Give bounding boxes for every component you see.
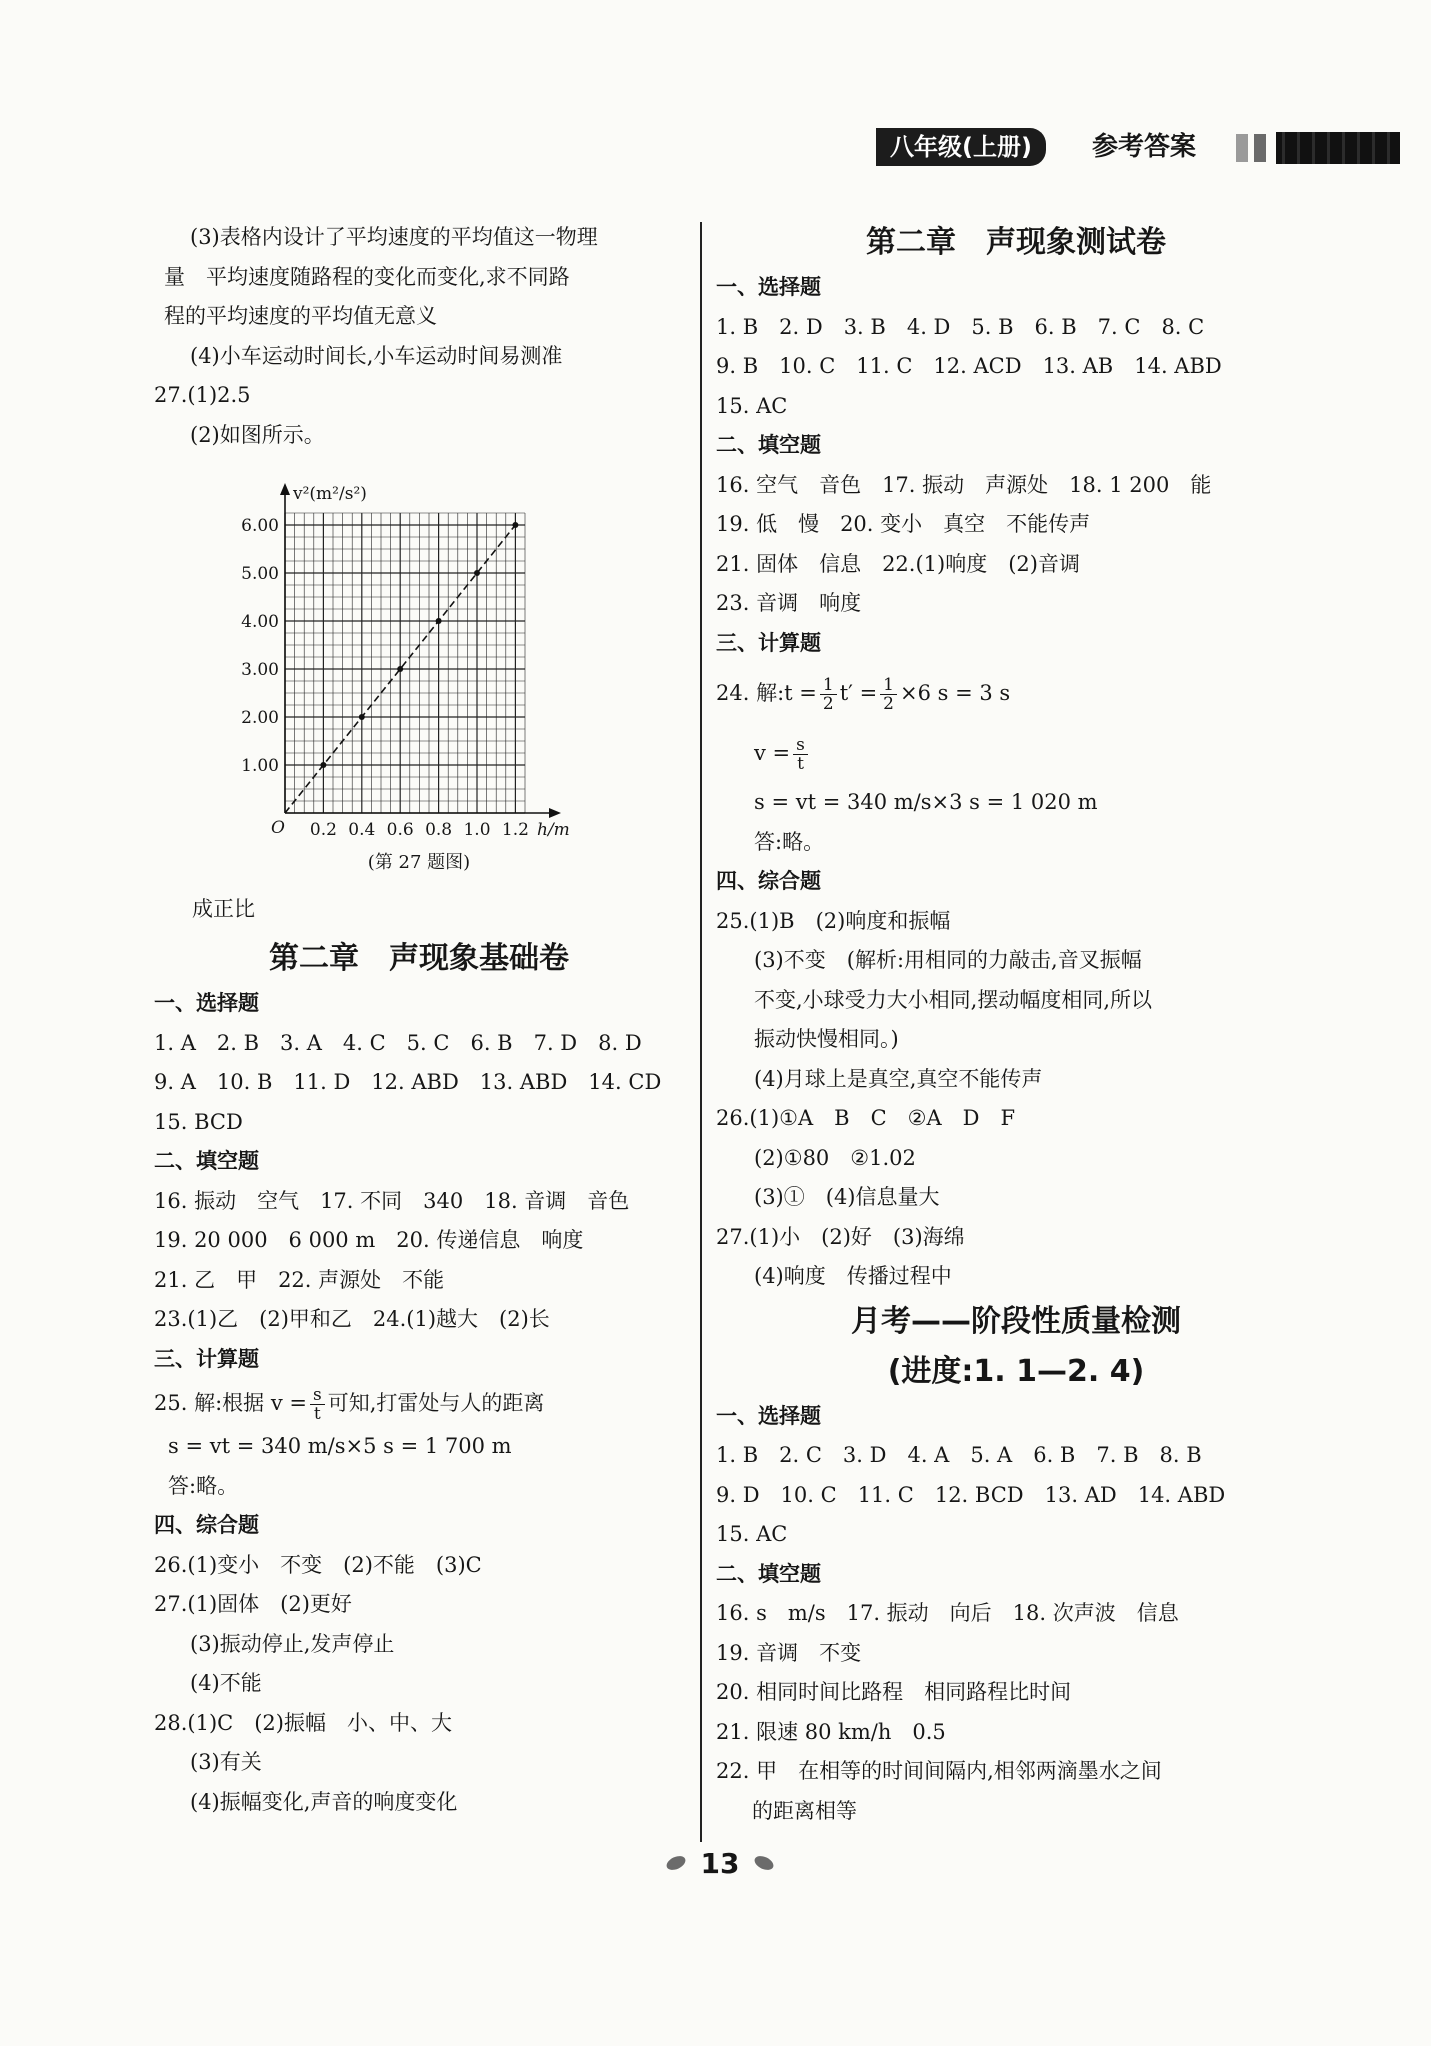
page-header: [0, 128, 1431, 168]
subsection-heading: 三、计算题: [154, 1346, 259, 1371]
denominator: t: [797, 754, 804, 774]
answer-line: 21. 乙 甲 22. 声源处 不能: [154, 1267, 445, 1292]
column-divider: [700, 222, 702, 1842]
numerator: 1: [820, 676, 837, 695]
answer-line: (4)不能: [190, 1671, 262, 1695]
subsection-heading: 四、综合题: [716, 869, 821, 893]
y-axis-arrow: [280, 483, 290, 495]
section-title: 月考——阶段性质量检测: [851, 1303, 1181, 1339]
origin-label: O: [271, 818, 285, 838]
text-line: (4)小车运动时间长,小车运动时间易测准: [190, 343, 563, 368]
answer-line: 15. AC: [716, 1522, 788, 1546]
answer-line: (3)① (4)信息量大: [754, 1185, 940, 1209]
formula-text: 24. 解:t =: [716, 681, 817, 705]
section-subtitle: (进度:1. 1—2. 4): [887, 1353, 1145, 1389]
answer-line: 9. D 10. C 11. C 12. BCD 13. AD 14. ABD: [716, 1482, 1226, 1507]
answer-line: 27.(1)固体 (2)更好: [154, 1592, 352, 1616]
x-axis-arrow: [549, 808, 561, 818]
answer-line: (4)振幅变化,声音的响度变化: [190, 1789, 458, 1814]
fraction: [820, 676, 837, 713]
x-axis-label: h/m: [537, 820, 570, 838]
formula-text: 可知,打雷处与人的距离: [327, 1391, 545, 1415]
section-basic: [154, 934, 684, 1822]
subsection-heading: 一、选择题: [716, 275, 821, 299]
subsection-heading: 二、填空题: [716, 1561, 821, 1586]
y-tick-label: 4.00: [241, 612, 279, 632]
text-line: (2)如图所示。: [190, 422, 325, 447]
leaf-ornament-icon: [664, 1853, 687, 1872]
formula-text: v =: [754, 741, 791, 765]
page-number: [660, 1843, 780, 1889]
answer-line: 26.(1)变小 不变 (2)不能 (3)C: [154, 1552, 482, 1577]
answer-line: 19. 音调 不变: [716, 1640, 862, 1665]
fraction: [793, 736, 808, 773]
answer-line: 23.(1)乙 (2)甲和乙 24.(1)越大 (2)长: [154, 1307, 550, 1331]
answer-line: 19. 低 慢 20. 变小 真空 不能传声: [716, 512, 1091, 536]
answer-line: 答:略。: [754, 829, 825, 854]
answer-line: 26.(1)①A B C ②A D F: [716, 1106, 1016, 1130]
subsection-heading: 四、综合题: [154, 1513, 259, 1537]
answer-line: (3)不变 (解析:用相同的力敲击,音叉振幅: [754, 948, 1142, 972]
text-line: 量 平均速度随路程的变化而变化,求不同路: [164, 264, 570, 289]
x-tick-label: 1.0: [463, 820, 491, 838]
formula-text: t′ =: [839, 681, 878, 705]
x-tick-label: 0.2: [309, 820, 337, 838]
answer-line: 16. 振动 空气 17. 不同 340 18. 音调 音色: [154, 1188, 630, 1213]
formula-text: 25. 解:根据 v =: [154, 1391, 307, 1415]
subsection-heading: 三、计算题: [716, 630, 821, 655]
x-tick-label: 1.2: [501, 820, 529, 838]
leaf-ornament-icon: [752, 1853, 775, 1872]
answer-line: 25.(1)B (2)响度和振幅: [716, 908, 951, 933]
denominator: 2: [822, 694, 834, 714]
subsection-heading: 一、选择题: [716, 1403, 821, 1428]
answer-line: 21. 固体 信息 22.(1)响度 (2)音调: [716, 551, 1080, 576]
data-point: [436, 618, 442, 624]
text-line: (3)表格内设计了平均速度的平均值这一物理: [190, 225, 598, 249]
header-decor-bar: [1276, 132, 1400, 164]
right-column: [716, 218, 1316, 1831]
x-tick-label: 0.4: [348, 820, 376, 838]
numerator: s: [310, 1386, 325, 1405]
answer-line: 1. B 2. D 3. B 4. D 5. B 6. B 7. C 8. C: [716, 314, 1205, 339]
answer-line: 15. AC: [716, 393, 788, 418]
formula-text: ×6 s = 3 s: [900, 681, 1011, 705]
page-number-text: 13: [700, 1847, 740, 1880]
y-axis-label: v²(m²/s²): [293, 484, 367, 504]
data-point: [320, 762, 326, 768]
data-point: [359, 714, 365, 720]
answer-line: 1. B 2. C 3. D 4. A 5. A 6. B 7. B 8. B: [716, 1443, 1202, 1467]
answer-line: 9. B 10. C 11. C 12. ACD 13. AB 14. ABD: [716, 354, 1222, 378]
answers-label: 参考答案: [1092, 132, 1197, 162]
section-title: 第二章 声现象基础卷: [269, 941, 569, 976]
y-tick-label: 5.00: [241, 564, 279, 584]
y-tick-label: 1.00: [241, 756, 279, 776]
answer-line: 9. A 10. B 11. D 12. ABD 13. ABD 14. CD: [154, 1070, 662, 1094]
answer-line: [154, 1379, 684, 1427]
answer-line: s = vt = 340 m/s×5 s = 1 700 m: [168, 1434, 512, 1458]
x-tick-label: 0.8: [425, 820, 453, 838]
header-decor-block: [1236, 134, 1248, 162]
answer-line: 15. BCD: [154, 1109, 243, 1134]
data-point: [474, 570, 480, 576]
data-point: [397, 666, 403, 672]
text-line: 程的平均速度的平均值无意义: [164, 304, 437, 328]
answer-line: 1. A 2. B 3. A 4. C 5. C 6. B 7. D 8. D: [154, 1030, 642, 1055]
figure-caption: (第 27 题图): [367, 852, 471, 873]
answer-line: (2)①80 ②1.02: [754, 1145, 916, 1170]
answer-line: 21. 限速 80 km/h 0.5: [716, 1719, 946, 1744]
grade-label: 八年级(上册): [876, 128, 1046, 166]
answer-line: 不变,小球受力大小相同,摆动幅度相同,所以: [754, 987, 1153, 1012]
numerator: s: [793, 736, 808, 755]
fraction: [880, 676, 897, 713]
answer-line: 27.(1)小 (2)好 (3)海绵: [716, 1224, 965, 1249]
y-tick-label: 2.00: [241, 708, 279, 728]
text-line: 27.(1)2.5: [154, 383, 251, 407]
answer-line: 振动快慢相同。): [754, 1027, 899, 1051]
y-tick-label: 3.00: [241, 660, 279, 680]
answer-line: 16. s m/s 17. 振动 向后 18. 次声波 信息: [716, 1601, 1179, 1625]
x-tick-label: 0.6: [386, 820, 414, 838]
answer-line: s = vt = 340 m/s×3 s = 1 020 m: [754, 790, 1098, 814]
data-point: [512, 522, 518, 528]
answer-line: 16. 空气 音色 17. 振动 声源处 18. 1 200 能: [716, 472, 1212, 497]
answer-line: 答:略。: [168, 1473, 239, 1498]
answer-line: 28.(1)C (2)振幅 小、中、大: [154, 1710, 452, 1735]
answer-line: [716, 723, 1316, 783]
numerator: 1: [880, 676, 897, 695]
answer-line: 22. 甲 在相等的时间间隔内,相邻两滴墨水之间: [716, 1759, 1162, 1783]
answer-line: (3)振动停止,发声停止: [190, 1631, 395, 1656]
answer-line: (3)有关: [190, 1750, 262, 1774]
answer-line: 的距离相等: [752, 1798, 857, 1823]
answer-line: [716, 663, 1316, 723]
chart-series: [285, 522, 518, 813]
answer-line: 20. 相同时间比路程 相同路程比时间: [716, 1680, 1072, 1704]
answer-line: 23. 音调 响度: [716, 591, 862, 615]
subsection-heading: 二、填空题: [154, 1149, 259, 1173]
denominator: 2: [883, 694, 894, 714]
answer-line: (4)响度 传播过程中: [754, 1264, 952, 1288]
denominator: t: [313, 1404, 321, 1424]
answer-line: 19. 20 000 6 000 m 20. 传递信息 响度: [154, 1228, 584, 1252]
text-line: 成正比: [192, 897, 255, 921]
y-tick-label: 6.00: [241, 516, 279, 536]
section-title: 第二章 声现象测试卷: [866, 225, 1166, 260]
subsection-heading: 二、填空题: [716, 433, 821, 457]
subsection-heading: 一、选择题: [154, 991, 259, 1015]
answer-line: (4)月球上是真空,真空不能传声: [754, 1066, 1043, 1091]
fraction: [310, 1386, 325, 1423]
header-decor-block: [1254, 134, 1266, 162]
v2-h-graph: [230, 468, 630, 838]
